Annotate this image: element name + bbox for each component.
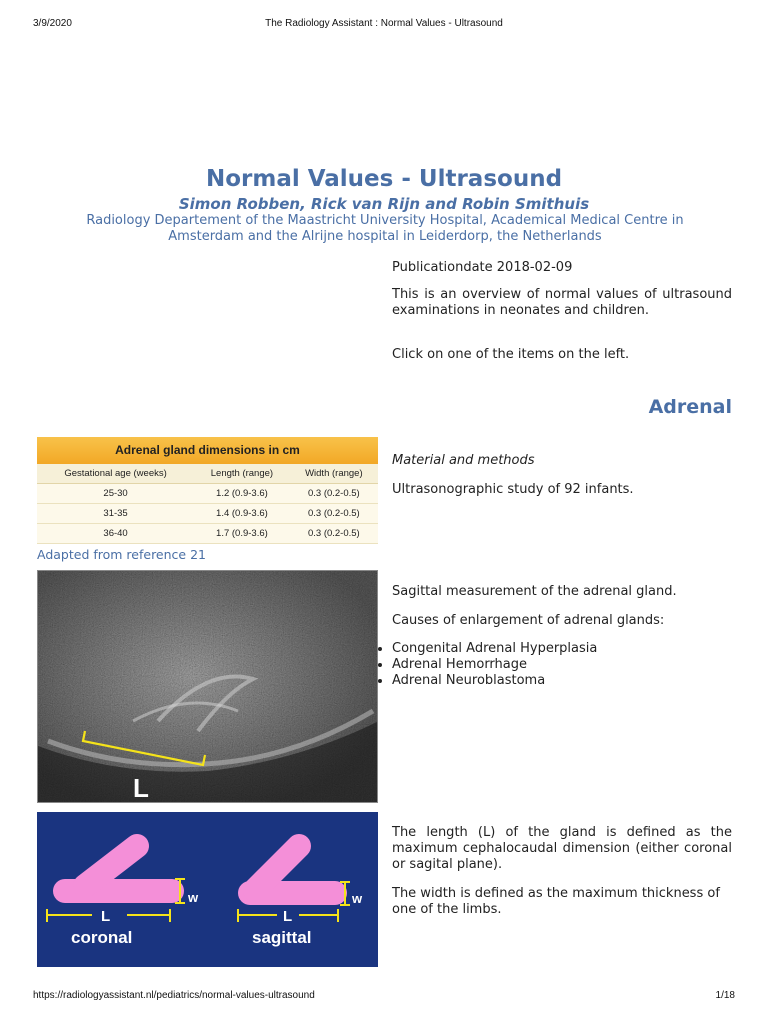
table-header: Length (range) — [194, 464, 290, 483]
sagittal-width-label: w — [352, 891, 363, 906]
table-title: Adrenal gland dimensions in cm — [37, 437, 378, 464]
list-item: • Congenital Adrenal Hyperplasia — [392, 641, 732, 657]
table-cell: 1.4 (0.9-3.6) — [194, 503, 290, 523]
print-url: https://radiologyassistant.nl/pediatrics/normal-values-ultrasound — [33, 990, 315, 1001]
length-definition: The length (L) of the gland is defined as the maximum cephalocaudal dimension (either coronal or sagital plane). — [392, 825, 732, 872]
table-cell: 0.3 (0.2-0.5) — [290, 483, 378, 503]
section-heading-adrenal: Adrenal — [648, 396, 732, 418]
overview-text: This is an overview of normal values of ultrasound examinations in neonates and children. — [392, 287, 732, 318]
table-header: Width (range) — [290, 464, 378, 483]
table-header: Gestational age (weeks) — [37, 464, 194, 483]
table-cell: 36-40 — [37, 523, 194, 543]
adrenal-dimensions-table — [37, 437, 378, 544]
table-cell: 1.7 (0.9-3.6) — [194, 523, 290, 543]
table-row — [37, 483, 378, 503]
length-label-ultrasound: L — [133, 773, 149, 803]
table-cell: 31-35 — [37, 503, 194, 523]
affiliation: Radiology Departement of the Maastricht University Hospital, Academical Medical Centre in Amsterdam and the Alrijne hospital in Leiderdorp, the Netherlands — [86, 213, 684, 244]
print-header — [33, 18, 735, 32]
sagittal-label: sagittal — [252, 928, 312, 947]
list-item: • Adrenal Neuroblastoma — [392, 673, 732, 689]
sagittal-length-label: L — [283, 908, 293, 925]
sagittal-text: Sagittal measurement of the adrenal gland. — [392, 584, 677, 599]
coronal-width-label: w — [188, 890, 199, 905]
list-item: • Adrenal Hemorrhage — [392, 657, 732, 673]
width-definition: The width is defined as the maximum thickness of one of the limbs. — [392, 886, 720, 917]
coronal-label: coronal — [71, 928, 133, 947]
material-text: Ultrasonographic study of 92 infants. — [392, 482, 634, 497]
page-number: 1/18 — [715, 990, 735, 1001]
click-instruction: Click on one of the items on the left. — [392, 347, 630, 362]
page-title: Normal Values - Ultrasound — [205, 166, 563, 192]
table-cell: 0.3 (0.2-0.5) — [290, 523, 378, 543]
ultrasound-image — [37, 570, 378, 803]
table-cell: 0.3 (0.2-0.5) — [290, 503, 378, 523]
print-title: The Radiology Assistant : Normal Values - Ultrasound — [265, 18, 503, 29]
material-heading: Material and methods — [392, 453, 535, 468]
table-row — [37, 503, 378, 523]
table-caption: Adapted from reference 21 — [37, 547, 206, 562]
causes-list — [392, 641, 732, 689]
table-row — [37, 523, 378, 543]
coronal-gland-shape — [65, 846, 172, 891]
coronal-length-label: L — [101, 908, 111, 925]
table-cell: 1.2 (0.9-3.6) — [194, 483, 290, 503]
authors: Simon Robben, Rick van Rijn and Robin Smithuis — [178, 195, 590, 213]
print-date: 3/9/2020 — [33, 18, 72, 29]
table-header-row — [37, 464, 378, 483]
sagittal-gland-shape — [250, 846, 335, 893]
print-footer — [33, 990, 735, 1004]
measurement-diagram — [37, 812, 378, 967]
causes-heading: Causes of enlargement of adrenal glands: — [392, 613, 665, 628]
publication-date: Publicationdate 2018-02-09 — [392, 260, 573, 275]
table-cell: 25-30 — [37, 483, 194, 503]
